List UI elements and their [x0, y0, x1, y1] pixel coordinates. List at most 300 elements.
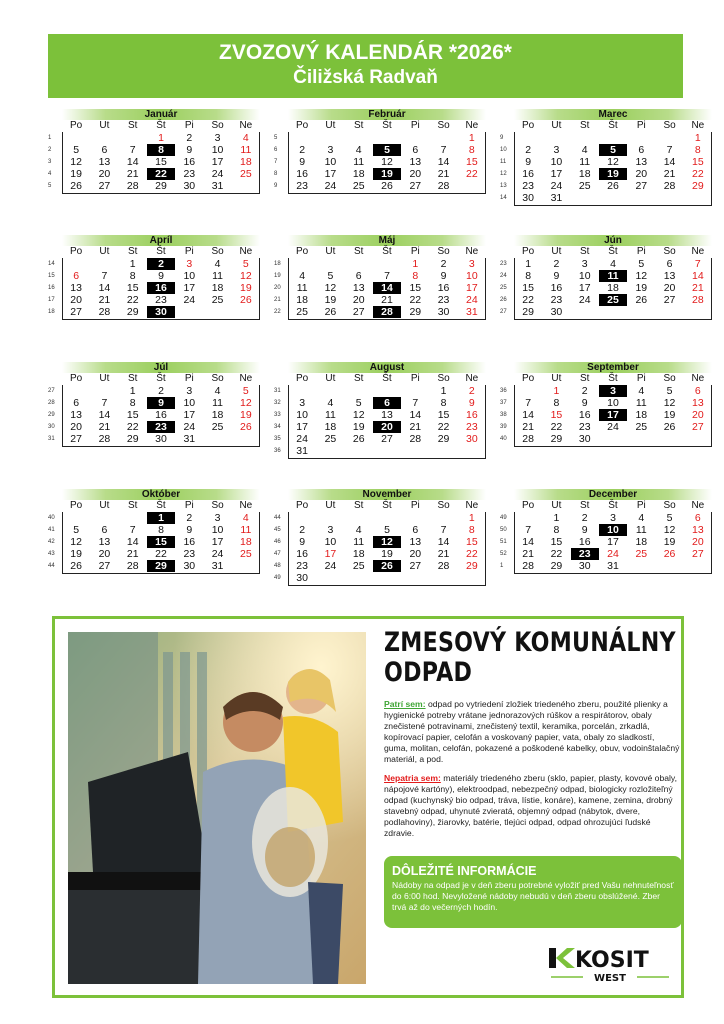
day-cell: 1 — [440, 385, 447, 397]
weekday-header: So — [437, 246, 450, 257]
day-cell: 11 — [353, 156, 365, 168]
day-cell: 28 — [98, 433, 111, 445]
day-cell: 30 — [550, 306, 563, 318]
week-number: 16 — [48, 285, 55, 291]
day-cell: 20 — [692, 409, 704, 421]
month-name: Január — [62, 109, 260, 120]
day-cell: 5 — [242, 258, 249, 270]
month-name: September — [514, 362, 712, 373]
day-cell: 20 — [663, 282, 676, 294]
week-number: 24 — [500, 273, 507, 279]
belongs-text: odpad po vytriedení zložiek triedeného zberu, použité plienky a hygienické potreby vrátane jednorazových rúškov a respirátorov, obaly znečistené potravinami, znečistený textil, keramika, porcelán, zrkadlá, kopírovací papier, celofán a voskovaný papier, vata, obaly zo sladkostí, guma, molitan, celofán, pokazené a poškodené kabelky, obuv, vodoinštalačný materiál, a pod. — [384, 699, 680, 764]
day-cell: 8 — [525, 270, 532, 282]
day-cell: 26 — [607, 180, 619, 192]
day-cell: 16 — [578, 536, 591, 548]
day-cell: 26 — [635, 294, 648, 306]
notbelongs-text: materiály triedeného zberu (sklo, papier, plasty, kovové obaly, nápojové kartóny), elektroodpad, nebezpečný odpad, biologicky rozložiteľný odpad (kuchynský bio odpad, tráva, lístie, konáre), kamene, zemina, drobný stavebný odpad, uhynuté zvieratá, objemný odpad (nábytok, dvere, podlahoviny), žiarovky, batérie, tlejúci odpad, odpad ohrozujúci ľudské zdravie. — [384, 773, 677, 838]
day-cell: 3 — [186, 258, 193, 270]
week-number: 40 — [48, 515, 55, 521]
day-cell: 29 — [550, 433, 563, 445]
day-cell: 5 — [327, 270, 334, 282]
day-cell: 12 — [381, 156, 393, 168]
day-cell: 1 — [412, 258, 419, 270]
weekday-header: Ne — [239, 246, 253, 257]
day-cell: 5 — [242, 385, 249, 397]
day-cell: 11 — [353, 536, 365, 548]
day-cell: 25 — [211, 294, 224, 306]
day-cell: 1 — [694, 132, 701, 144]
day-cell: 17 — [578, 282, 591, 294]
day-cell: 25 — [578, 180, 591, 192]
weekday-header: Št — [608, 246, 618, 257]
month-name: Október — [62, 489, 260, 500]
day-cell: 25 — [240, 548, 252, 560]
weekday-header: Pi — [184, 373, 194, 384]
weekday-header: So — [437, 120, 450, 131]
day-cell: 3 — [468, 258, 475, 270]
day-cell: 7 — [101, 397, 108, 409]
day-cell: 23 — [571, 548, 599, 560]
week-number: 17 — [48, 297, 55, 303]
day-cell: 14 — [373, 282, 401, 294]
day-cell: 10 — [599, 524, 627, 536]
logo-text-bottom: WEST — [594, 973, 626, 984]
weekday-header: Ut — [551, 500, 562, 511]
weekday-header: Ne — [465, 500, 479, 511]
day-cell: 16 — [155, 409, 167, 421]
week-number: 51 — [500, 539, 507, 545]
day-cell: 2 — [186, 512, 193, 524]
day-cell: 22 — [126, 294, 139, 306]
weekday-header: So — [437, 373, 450, 384]
weekday-header: Ne — [691, 373, 705, 384]
weekday-header: Ut — [325, 120, 336, 131]
weekday-header: So — [663, 373, 676, 384]
day-cell: 28 — [126, 560, 139, 572]
day-cell: 13 — [70, 409, 82, 421]
day-cell: 12 — [240, 397, 252, 409]
day-cell: 11 — [240, 524, 252, 536]
day-cell: 21 — [381, 294, 393, 306]
day-cell: 24 — [550, 180, 563, 192]
day-cell: 29 — [550, 560, 563, 572]
week-number: 6 — [274, 147, 278, 153]
month-calendar — [48, 109, 260, 192]
weekday-header: Ne — [465, 120, 479, 131]
weekday-header: St — [579, 246, 590, 257]
day-cell: 28 — [437, 180, 450, 192]
day-cell: 25 — [352, 560, 365, 572]
week-number: 5 — [48, 183, 52, 189]
day-cell: 19 — [663, 409, 676, 421]
day-cell: 22 — [692, 168, 704, 180]
day-cell: 8 — [129, 397, 136, 409]
day-cell: 25 — [352, 180, 365, 192]
day-cell: 18 — [211, 409, 224, 421]
day-cell: 9 — [440, 270, 447, 282]
day-cell: 14 — [126, 536, 139, 548]
day-cell: 11 — [212, 397, 224, 409]
week-number: 1 — [48, 135, 52, 141]
day-cell: 1 — [129, 258, 136, 270]
day-cell: 9 — [186, 524, 193, 536]
week-number: 40 — [500, 436, 507, 442]
day-cell: 1 — [525, 258, 532, 270]
day-cell: 10 — [324, 536, 337, 548]
day-cell: 12 — [352, 409, 365, 421]
day-cell: 6 — [355, 270, 362, 282]
week-number: 47 — [274, 551, 281, 557]
day-cell: 27 — [409, 180, 422, 192]
day-cell: 5 — [666, 385, 673, 397]
week-number: 33 — [274, 412, 281, 418]
calendar-title: ZVOZOVÝ KALENDÁR *2026* — [219, 41, 512, 64]
month-frame — [514, 258, 712, 320]
day-cell: 20 — [409, 168, 422, 180]
weekday-header: Po — [522, 373, 535, 384]
day-cell: 18 — [635, 409, 648, 421]
day-cell: 26 — [373, 560, 401, 572]
day-cell: 21 — [126, 548, 139, 560]
day-cell: 29 — [126, 433, 139, 445]
weekday-header: Po — [296, 120, 309, 131]
weekday-header: So — [211, 500, 224, 511]
day-cell: 2 — [147, 258, 175, 270]
day-cell: 25 — [324, 433, 337, 445]
day-cell: 4 — [242, 132, 249, 144]
day-cell: 14 — [98, 409, 111, 421]
day-cell: 31 — [296, 445, 308, 457]
month-frame — [514, 512, 712, 574]
weekday-header: Št — [382, 246, 392, 257]
important-info-text: Nádoby na odpad je v deň zberu potrebné vyložiť pred Vašu nehnuteľnosť do 6:00 hod. Nevyložené nádoby nebudú v deň zberu obslúžené. Zber trvá až do večerných hodín. — [392, 880, 674, 912]
weekday-header: Ut — [325, 246, 336, 257]
day-cell: 2 — [553, 258, 560, 270]
week-number: 2 — [48, 147, 52, 153]
weekday-header: Ne — [465, 246, 479, 257]
day-cell: 11 — [599, 270, 627, 282]
week-number: 49 — [274, 575, 281, 581]
day-cell: 30 — [296, 572, 308, 584]
day-cell: 2 — [299, 144, 306, 156]
weekday-header: Ut — [551, 120, 562, 131]
week-number: 41 — [48, 527, 55, 533]
month-calendar — [500, 489, 712, 572]
day-cell: 20 — [70, 421, 82, 433]
day-cell: 12 — [240, 270, 252, 282]
week-number: 27 — [48, 388, 55, 394]
day-cell: 9 — [525, 156, 532, 168]
day-cell: 7 — [525, 524, 532, 536]
day-cell: 13 — [409, 536, 422, 548]
day-cell: 29 — [147, 560, 175, 572]
notbelongs-label: Nepatria sem: — [384, 773, 441, 783]
weekday-header: Po — [522, 120, 535, 131]
day-cell: 29 — [692, 180, 704, 192]
weekday-header: Št — [156, 500, 166, 511]
day-cell: 16 — [183, 156, 196, 168]
weekday-header: St — [127, 500, 138, 511]
day-cell: 21 — [692, 282, 704, 294]
day-cell: 16 — [522, 168, 534, 180]
week-number: 25 — [500, 285, 507, 291]
day-cell: 22 — [409, 294, 422, 306]
week-number: 21 — [274, 297, 281, 303]
weekday-header: St — [579, 500, 590, 511]
day-cell: 13 — [381, 409, 393, 421]
day-cell: 22 — [466, 548, 478, 560]
day-cell: 17 — [211, 536, 224, 548]
day-cell: 23 — [183, 548, 196, 560]
day-cell: 15 — [147, 536, 175, 548]
day-cell: 28 — [522, 433, 534, 445]
day-cell: 27 — [352, 306, 365, 318]
day-cell: 8 — [553, 397, 560, 409]
day-cell: 2 — [581, 512, 588, 524]
day-cell: 24 — [607, 548, 619, 560]
day-cell: 17 — [466, 282, 478, 294]
day-cell: 5 — [73, 144, 80, 156]
week-number: 1 — [500, 563, 504, 569]
week-number: 4 — [48, 171, 52, 177]
day-cell: 22 — [550, 421, 563, 433]
week-number: 18 — [274, 261, 281, 267]
weekday-header: Ne — [691, 120, 705, 131]
week-number: 29 — [48, 412, 55, 418]
day-cell: 14 — [522, 536, 534, 548]
weekday-header: Ne — [691, 500, 705, 511]
day-cell: 29 — [522, 306, 534, 318]
day-cell: 19 — [373, 168, 401, 180]
day-cell: 15 — [437, 409, 450, 421]
day-cell: 12 — [663, 397, 676, 409]
day-cell: 20 — [635, 168, 648, 180]
day-cell: 17 — [183, 282, 196, 294]
day-cell: 29 — [409, 306, 422, 318]
day-cell: 6 — [694, 385, 701, 397]
weekday-header: Pi — [636, 120, 646, 131]
month-frame — [62, 132, 260, 194]
day-cell: 15 — [126, 282, 139, 294]
day-cell: 19 — [352, 421, 365, 433]
weekday-header: Po — [70, 120, 83, 131]
weekday-header: Pi — [410, 500, 420, 511]
week-number: 34 — [274, 424, 281, 430]
day-cell: 27 — [70, 306, 82, 318]
day-cell: 31 — [211, 180, 224, 192]
day-cell: 17 — [324, 548, 337, 560]
day-cell: 1 — [553, 385, 560, 397]
day-cell: 7 — [384, 270, 390, 282]
weekday-header: So — [211, 373, 224, 384]
day-cell: 17 — [296, 421, 308, 433]
weekday-header: Pi — [184, 500, 194, 511]
day-cell: 8 — [129, 270, 136, 282]
week-number: 49 — [500, 515, 507, 521]
day-cell: 9 — [158, 270, 164, 282]
day-cell: 15 — [155, 156, 167, 168]
day-cell: 4 — [355, 524, 362, 536]
day-cell: 18 — [240, 156, 252, 168]
day-cell: 7 — [694, 258, 701, 270]
week-number: 8 — [274, 171, 278, 177]
day-cell: 14 — [692, 270, 704, 282]
day-cell: 20 — [373, 421, 401, 433]
day-cell: 4 — [327, 397, 334, 409]
week-number: 9 — [500, 135, 504, 141]
weekday-header: Št — [382, 373, 392, 384]
month-name: Apríl — [62, 235, 260, 246]
weekday-header: Št — [608, 120, 618, 131]
week-number: 15 — [48, 273, 55, 279]
day-cell: 6 — [638, 144, 645, 156]
month-frame — [62, 258, 260, 320]
month-calendar — [500, 109, 712, 204]
weekday-header: St — [353, 120, 364, 131]
day-cell: 21 — [437, 548, 450, 560]
weekday-header: Ut — [325, 373, 336, 384]
day-cell: 29 — [437, 433, 450, 445]
weekday-header: Pi — [410, 120, 420, 131]
day-cell: 10 — [578, 270, 591, 282]
day-cell: 15 — [466, 156, 478, 168]
day-cell: 19 — [381, 548, 393, 560]
day-cell: 25 — [635, 421, 648, 433]
day-cell: 6 — [412, 524, 419, 536]
day-cell: 5 — [355, 397, 362, 409]
day-cell: 6 — [73, 270, 80, 282]
day-cell: 7 — [129, 144, 136, 156]
day-cell: 13 — [70, 282, 82, 294]
day-cell: 8 — [694, 144, 701, 156]
day-cell: 26 — [324, 306, 337, 318]
day-cell: 8 — [468, 524, 475, 536]
day-cell: 29 — [126, 306, 139, 318]
day-cell: 14 — [522, 409, 534, 421]
day-cell: 3 — [599, 385, 627, 397]
day-cell: 21 — [409, 421, 422, 433]
day-cell: 9 — [299, 536, 306, 548]
day-cell: 26 — [70, 180, 82, 192]
day-cell: 8 — [553, 524, 560, 536]
day-cell: 20 — [70, 294, 82, 306]
day-cell: 29 — [466, 560, 478, 572]
day-cell: 6 — [666, 258, 673, 270]
weekday-header: St — [127, 373, 138, 384]
notbelongs-paragraph — [384, 773, 680, 839]
day-cell: 28 — [437, 560, 450, 572]
day-cell: 21 — [663, 168, 676, 180]
day-cell: 19 — [599, 168, 627, 180]
day-cell: 8 — [158, 524, 164, 536]
day-cell: 4 — [242, 512, 249, 524]
weekday-header: Ut — [551, 246, 562, 257]
day-cell: 31 — [466, 306, 478, 318]
day-cell: 21 — [126, 168, 139, 180]
weekday-header: So — [663, 500, 676, 511]
day-cell: 10 — [211, 144, 224, 156]
important-info-box — [384, 856, 682, 928]
day-cell: 8 — [468, 144, 475, 156]
week-number: 31 — [48, 436, 55, 442]
day-cell: 13 — [663, 270, 676, 282]
day-cell: 4 — [638, 385, 645, 397]
day-cell: 21 — [522, 421, 534, 433]
day-cell: 17 — [183, 409, 196, 421]
day-cell: 24 — [296, 433, 308, 445]
day-cell: 16 — [296, 548, 308, 560]
day-cell: 18 — [240, 536, 252, 548]
weekday-header: Ut — [99, 500, 110, 511]
week-number: 50 — [500, 527, 507, 533]
week-number: 38 — [500, 412, 507, 418]
day-cell: 2 — [299, 524, 306, 536]
day-cell: 5 — [666, 512, 673, 524]
day-cell: 27 — [381, 433, 393, 445]
day-cell: 16 — [437, 282, 450, 294]
day-cell: 4 — [638, 512, 645, 524]
month-calendar — [274, 362, 486, 457]
day-cell: 23 — [466, 421, 478, 433]
day-cell: 23 — [550, 294, 563, 306]
day-cell: 18 — [324, 421, 337, 433]
day-cell: 7 — [525, 397, 532, 409]
weekday-header: Pi — [636, 373, 646, 384]
day-cell: 9 — [186, 144, 193, 156]
month-calendar — [500, 362, 712, 445]
day-cell: 21 — [522, 548, 534, 560]
day-cell: 1 — [553, 512, 560, 524]
weekday-header: Pi — [636, 500, 646, 511]
day-cell: 27 — [663, 294, 676, 306]
week-number: 13 — [500, 183, 507, 189]
day-cell: 25 — [211, 421, 224, 433]
week-number: 5 — [274, 135, 278, 141]
day-cell: 11 — [635, 524, 647, 536]
day-cell: 6 — [73, 397, 80, 409]
day-cell: 23 — [522, 180, 534, 192]
week-number: 44 — [48, 563, 55, 569]
weekday-header: Ne — [239, 500, 253, 511]
belongs-label: Patrí sem: — [384, 699, 426, 709]
day-cell: 10 — [324, 156, 337, 168]
month-name: Júl — [62, 362, 260, 373]
day-cell: 22 — [437, 421, 450, 433]
weekday-header: Pi — [184, 246, 194, 257]
day-cell: 3 — [327, 524, 334, 536]
day-cell: 14 — [437, 156, 450, 168]
day-cell: 9 — [147, 397, 175, 409]
day-cell: 3 — [214, 512, 221, 524]
day-cell: 25 — [599, 294, 627, 306]
day-cell: 2 — [581, 385, 588, 397]
day-cell: 7 — [666, 144, 673, 156]
waste-type-title — [384, 628, 679, 688]
day-cell: 6 — [412, 144, 419, 156]
day-cell: 23 — [183, 168, 196, 180]
day-cell: 28 — [692, 294, 704, 306]
day-cell: 19 — [663, 536, 676, 548]
day-cell: 29 — [155, 180, 167, 192]
weekday-header: Po — [70, 246, 83, 257]
day-cell: 17 — [211, 156, 224, 168]
day-cell: 7 — [129, 524, 136, 536]
day-cell: 4 — [214, 385, 221, 397]
week-number: 22 — [274, 309, 281, 315]
day-cell: 22 — [155, 548, 167, 560]
day-cell: 26 — [352, 433, 365, 445]
day-cell: 4 — [355, 144, 362, 156]
